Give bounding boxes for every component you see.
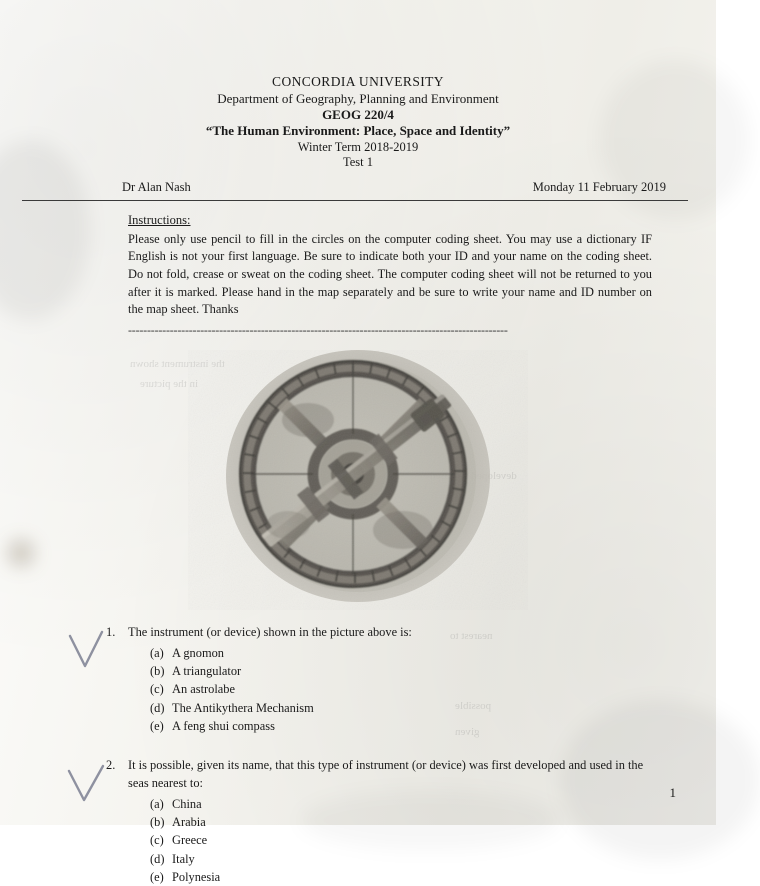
test-label: Test 1 xyxy=(342,155,374,170)
question-list xyxy=(0,624,716,886)
choice-text: Italy xyxy=(172,851,195,866)
exam-header xyxy=(0,74,716,171)
question-1 xyxy=(106,624,656,735)
choice-label: (e) xyxy=(150,718,164,733)
choice-text: A feng shui compass xyxy=(172,718,275,733)
choice-item[interactable] xyxy=(150,795,656,813)
instructions-heading: Instructions: xyxy=(128,212,191,227)
choice-label: (d) xyxy=(150,700,165,715)
choice-item[interactable] xyxy=(150,662,656,680)
showthrough-text: possible xyxy=(455,700,492,712)
figure-antikythera-mechanism xyxy=(188,350,528,610)
instructions-text: Please only use pencil to fill in the circles on the computer coding sheet. You may use a dictionary IF English is not your first language. Be sure to indicate both your ID and your name on the coding sheet. Do not fold, crease or sweat on the coding sheet. The computer coding sheet will not be returned to you after it is marked. Please hand in the map separately and be sure to write your name and ID number on the map sheet. Thanks xyxy=(128,231,652,317)
choice-text: Greece xyxy=(172,833,208,848)
choice-text: A triangulator xyxy=(172,663,242,678)
showthrough-text: nearest to xyxy=(450,630,493,642)
choice-item[interactable] xyxy=(150,813,656,831)
question-text: The instrument (or device) shown in the picture above is: xyxy=(128,624,412,639)
question-text: It is possible, given its name, that this type of instrument (or device) was first developed and used in the seas nearest to: xyxy=(128,758,644,790)
showthrough-text: the instrument shown xyxy=(130,358,225,370)
choice-label: (d) xyxy=(150,851,165,866)
choice-item[interactable] xyxy=(150,831,656,849)
choice-label: (c) xyxy=(150,833,164,848)
showthrough-text: given xyxy=(455,726,480,738)
term-label: Winter Term 2018-2019 xyxy=(297,139,419,154)
showthrough-text: developed xyxy=(471,470,517,482)
choice-label: (e) xyxy=(150,869,164,884)
course-title: “The Human Environment: Place, Space and Identity” xyxy=(205,123,511,139)
choice-text: The Antikythera Mechanism xyxy=(172,700,314,715)
showthrough-text: in the picture xyxy=(140,378,199,390)
dashed-divider: ---------------------------------------------------------------------------------------------------- xyxy=(128,322,508,337)
choice-item[interactable] xyxy=(150,850,656,868)
instructor-name: Dr Alan Nash xyxy=(122,179,191,194)
question-number: 1. xyxy=(106,624,116,639)
choice-text: Polynesia xyxy=(172,869,221,884)
handwritten-checkmark xyxy=(66,630,108,672)
course-code: GEOG 220/4 xyxy=(322,107,394,123)
choice-item[interactable] xyxy=(150,868,656,886)
instructor-date-row xyxy=(22,180,688,201)
antikythera-illustration xyxy=(188,350,528,610)
choice-list xyxy=(150,795,656,886)
choice-list xyxy=(150,644,656,736)
question-number: 2. xyxy=(106,758,116,773)
choice-item[interactable] xyxy=(150,699,656,717)
choice-text: Arabia xyxy=(172,814,206,829)
question-2 xyxy=(106,757,656,886)
choice-label: (b) xyxy=(150,814,165,829)
choice-label: (a) xyxy=(150,645,164,660)
choice-item[interactable] xyxy=(150,680,656,698)
university-name: CONCORDIA UNIVERSITY xyxy=(272,74,444,89)
exam-date: Monday 11 February 2019 xyxy=(532,179,666,194)
choice-label: (c) xyxy=(150,682,164,697)
choice-item[interactable] xyxy=(150,644,656,662)
page-number: 1 xyxy=(669,785,676,800)
choice-label: (a) xyxy=(150,796,164,811)
choice-label: (b) xyxy=(150,663,165,678)
choice-item[interactable] xyxy=(150,717,656,735)
department-name: Department of Geography, Planning and Environment xyxy=(217,90,499,106)
choice-text: China xyxy=(172,796,202,811)
choice-text: An astrolabe xyxy=(172,682,235,697)
handwritten-checkmark xyxy=(66,763,108,805)
choice-text: A gnomon xyxy=(172,645,224,660)
